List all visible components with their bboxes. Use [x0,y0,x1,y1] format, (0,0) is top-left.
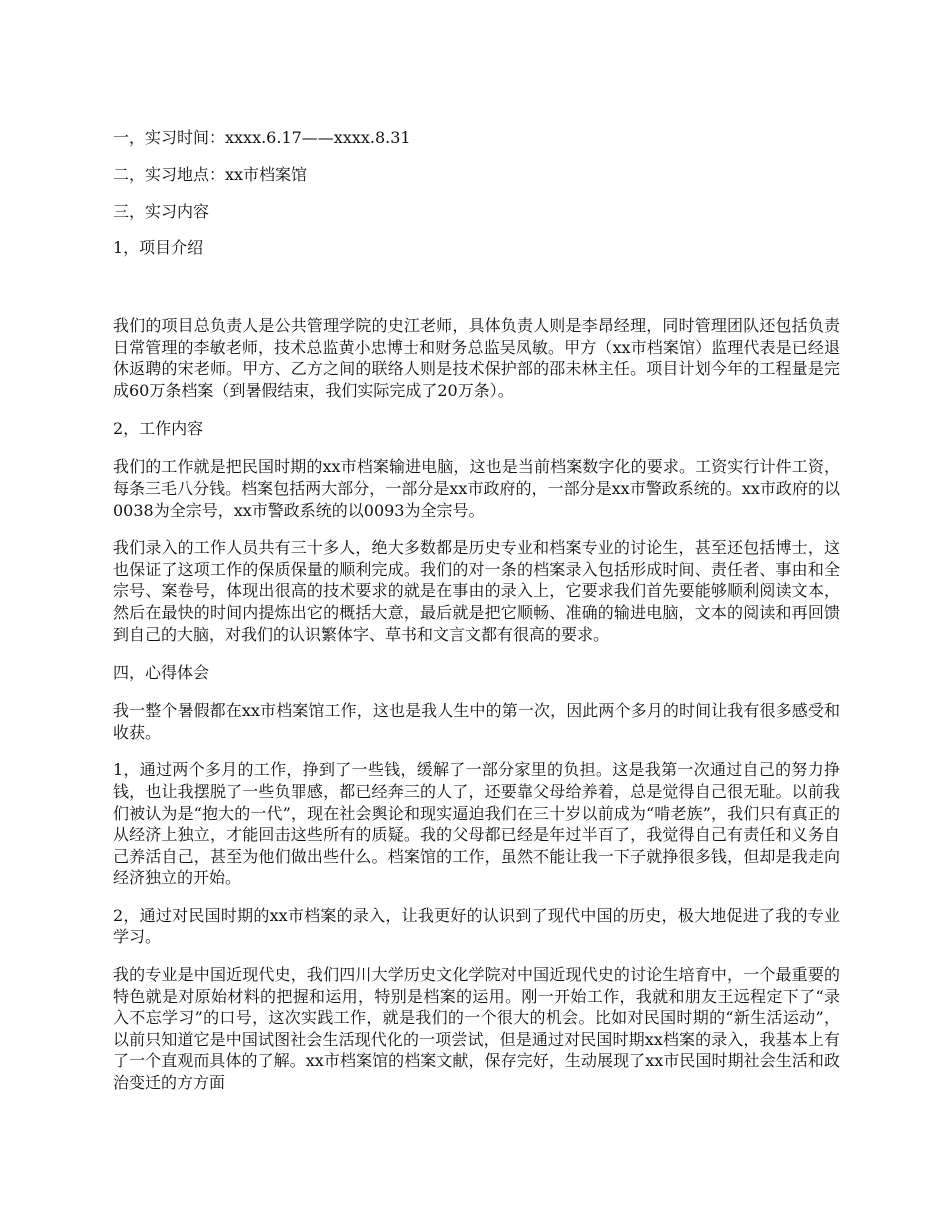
project-intro-paragraph: 我们的项目总负责人是公共管理学院的史江老师，具体负责人则是李昂经理，同时管理团队还包括负责日常管理的李敏老师，技术总监黄小忠博士和财务总监吴凤敏。甲方（xx市档案馆）监理代表是已经退休返聘的宋老师。甲方、乙方之间的联络人则是技术保护部的邵未林主任。项目计划今年的工程量是完成60万条档案（到暑假结束，我们实际完成了20万条）。 [113,316,840,400]
internship-time-line: 一，实习时间：xxxx.6.17——xxxx.8.31 [113,128,411,147]
work-content-paragraph-1: 我们的工作就是把民国时期的xx市档案输进电脑，这也是当前档案数字化的要求。工资实行计件工资，每条三毛八分钱。档案包括两大部分，一部分是xx市政府的，一部分是xx市警政系统的。xx市政府的以0038为全宗号，xx市警政系统的以0093为全宗号。 [113,457,840,520]
work-content-paragraph-2: 我们录入的工作人员共有三十多人，绝大多数都是历史专业和档案专业的讨论生，甚至还包括博士，这也保证了这项工作的保质保量的顺利完成。我们的对一条的档案录入包括形成时间、责任者、事由和全宗号、案卷号，体现出很高的技术要求的就是在事由的录入上，它要求我们首先要能够顺利阅读文本，然后在最快的时间内提炼出它的概括大意，最后就是把它顺畅、准确的输进电脑，文本的阅读和再回馈到自己的大脑，对我们的认识繁体字、草书和文言文都有很高的要求。 [113,538,840,644]
reflections-heading: 四，心得体会 [113,663,210,683]
internship-place-line: 二，实习地点：xx市档案馆 [113,165,308,184]
project-intro-heading: 1，项目介绍 [113,238,204,257]
reflection-point-1: 1，通过两个多月的工作，挣到了一些钱，缓解了一部分家里的负担。这是我第一次通过自己的努力挣钱，也让我摆脱了一些负罪感，都已经奔三的人了，还要靠父母给养着，总是觉得自己很无耻。以前我们被认为是“抱大的一代”，现在社会舆论和现实逼迫我们在三十岁以前成为“啃老族”，我们只有真正的从经济上独立，才能回击这些所有的质疑。我的父母都已经是年过半百了，我觉得自己有责任和义务自己养活自己，甚至为他们做出些什么。档案馆的工作，虽然不能让我一下子就挣很多钱，但却是我走向经济独立的开始。 [113,760,840,888]
work-content-heading: 2，工作内容 [113,419,204,439]
major-study-paragraph: 我的专业是中国近现代史，我们四川大学历史文化学院对中国近现代史的讨论生培育中，一个最重要的特色就是对原始材料的把握和运用，特别是档案的运用。刚一开始工作，我就和朋友王远程定下了“录入不忘学习”的口号，这次实践工作，就是我们的一个很大的机会。比如对民国时期的“新生活运动”，以前只知道它是中国试图社会生活现代化的一项尝试，但是通过对民国时期xx档案的录入，我基本上有了一个直观而具体的了解。xx市档案馆的档案文献，保存完好，生动展现了xx市民国时期社会生活和政治变迁的方方面 [113,965,840,1093]
reflections-intro-paragraph: 我一整个暑假都在xx市档案馆工作，这也是我人生中的第一次，因此两个多月的时间让我有很多感受和收获。 [113,701,840,742]
document-body [113,126,840,1094]
internship-content-heading: 三，实习内容 [113,202,210,221]
reflection-point-2: 2，通过对民国时期的xx市档案的录入，让我更好的认识到了现代中国的历史，极大地促进了我的专业学习。 [113,905,840,947]
